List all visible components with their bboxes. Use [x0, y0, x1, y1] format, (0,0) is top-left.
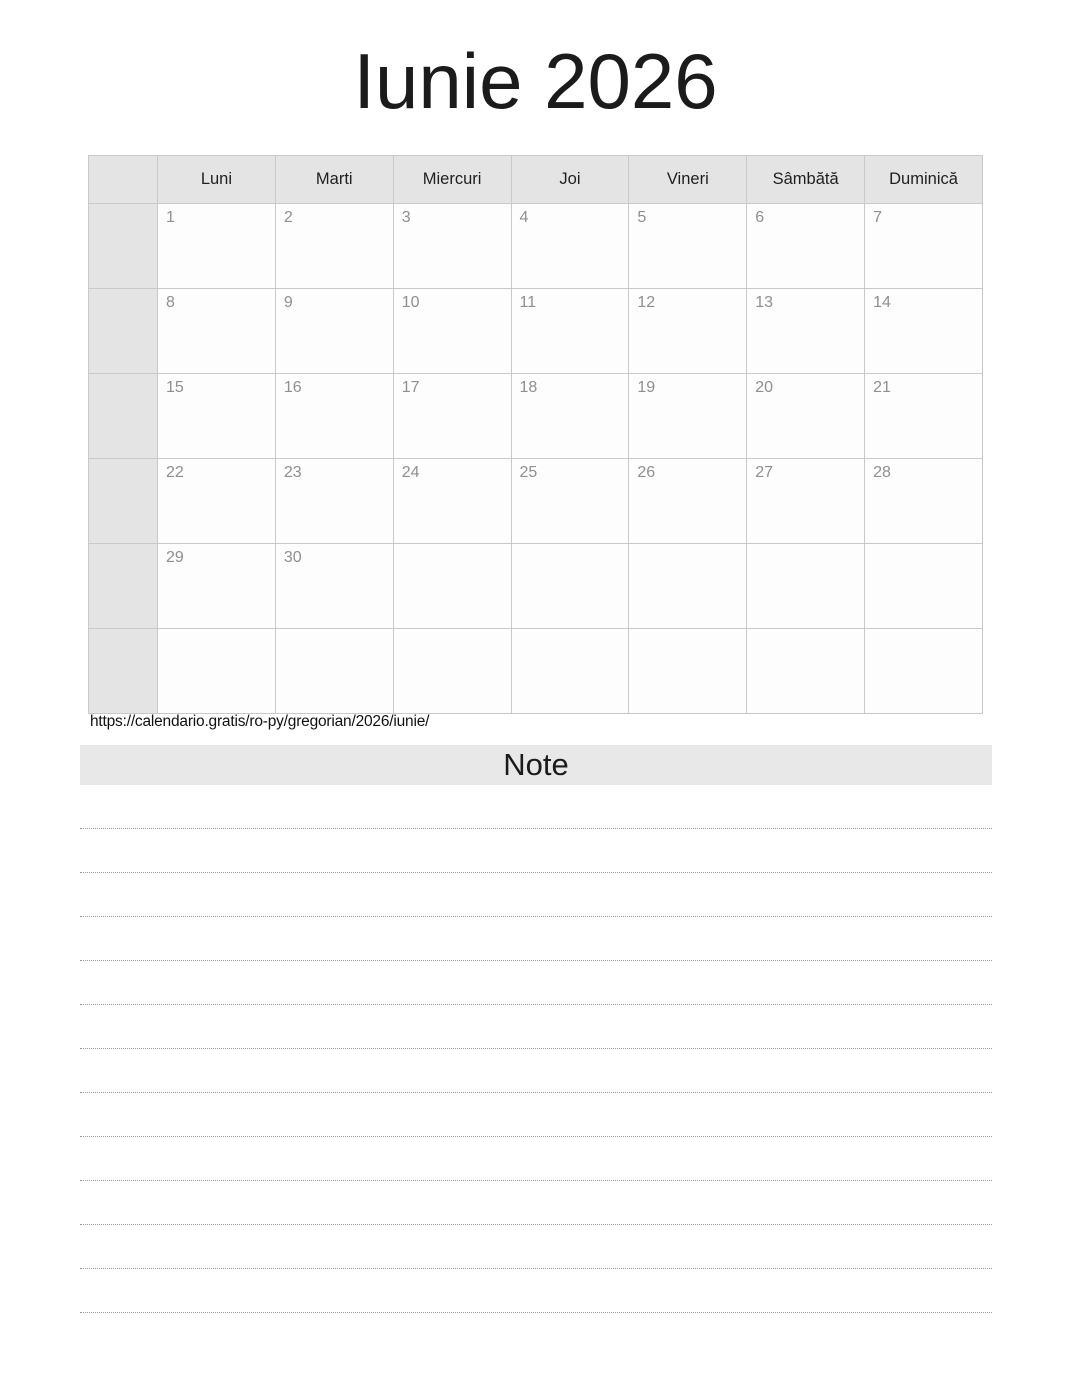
note-line[interactable] — [80, 1269, 992, 1313]
day-cell[interactable] — [747, 374, 865, 459]
day-cell[interactable] — [865, 629, 983, 714]
day-cell[interactable] — [865, 289, 983, 374]
day-number: 4 — [519, 209, 529, 226]
calendar-table — [88, 155, 983, 714]
week-column-header — [89, 156, 158, 204]
day-number: 5 — [637, 209, 647, 226]
calendar-week-row — [89, 204, 983, 289]
day-number: 8 — [166, 294, 175, 311]
day-cell[interactable] — [393, 459, 511, 544]
calendar-body — [89, 204, 983, 714]
page-title: Iunie 2026 — [353, 37, 718, 125]
note-line[interactable] — [80, 785, 992, 829]
day-number: 9 — [283, 294, 293, 311]
week-spacer-cell — [89, 374, 158, 459]
weekday-header-miercuri: Miercuri — [393, 156, 511, 204]
day-cell[interactable] — [511, 544, 629, 629]
note-line[interactable] — [80, 829, 992, 873]
day-cell[interactable] — [629, 544, 747, 629]
day-cell[interactable] — [629, 204, 747, 289]
day-cell[interactable] — [158, 629, 276, 714]
day-cell[interactable] — [393, 374, 511, 459]
day-number: 20 — [755, 379, 774, 396]
day-cell[interactable] — [275, 459, 393, 544]
calendar-header-row — [89, 156, 983, 204]
day-number: 19 — [637, 379, 656, 396]
day-number: 24 — [401, 464, 420, 481]
day-cell[interactable] — [747, 544, 865, 629]
day-cell[interactable] — [393, 289, 511, 374]
calendar-week-row — [89, 629, 983, 714]
day-number: 25 — [519, 464, 538, 481]
week-spacer-cell — [89, 629, 158, 714]
day-cell[interactable] — [747, 459, 865, 544]
note-line[interactable] — [80, 873, 992, 917]
weekday-header-vineri: Vineri — [629, 156, 747, 204]
day-cell[interactable] — [747, 204, 865, 289]
note-line[interactable] — [80, 1093, 992, 1137]
day-number: 17 — [401, 379, 420, 396]
day-cell[interactable] — [158, 374, 276, 459]
source-url[interactable]: https://calendario.gratis/ro-py/gregorian/2026/iunie/ — [90, 713, 430, 730]
day-number: 27 — [755, 464, 774, 481]
day-number: 14 — [873, 294, 891, 311]
day-cell[interactable] — [865, 374, 983, 459]
notes-section — [80, 745, 992, 1313]
day-number: 26 — [637, 464, 656, 481]
day-cell[interactable] — [158, 544, 276, 629]
day-number: 12 — [637, 294, 656, 311]
day-cell[interactable] — [275, 204, 393, 289]
day-number: 11 — [519, 294, 537, 311]
day-number: 7 — [873, 209, 882, 226]
day-number: 30 — [283, 549, 302, 566]
day-number: 15 — [166, 379, 184, 396]
calendar-week-row — [89, 459, 983, 544]
week-spacer-cell — [89, 459, 158, 544]
day-cell[interactable] — [393, 204, 511, 289]
day-cell[interactable] — [275, 289, 393, 374]
day-cell[interactable] — [158, 289, 276, 374]
day-number: 18 — [519, 379, 538, 396]
note-line[interactable] — [80, 1049, 992, 1093]
day-cell[interactable] — [865, 204, 983, 289]
day-cell[interactable] — [629, 459, 747, 544]
calendar-week-row — [89, 289, 983, 374]
day-number: 16 — [283, 379, 302, 396]
day-number: 29 — [166, 549, 184, 566]
day-cell[interactable] — [511, 289, 629, 374]
weekday-header-marti: Marti — [275, 156, 393, 204]
day-cell[interactable] — [275, 374, 393, 459]
day-cell[interactable] — [511, 459, 629, 544]
calendar-container — [88, 155, 983, 714]
day-cell[interactable] — [511, 629, 629, 714]
day-number: 13 — [755, 294, 774, 311]
day-cell[interactable] — [747, 629, 865, 714]
note-line[interactable] — [80, 961, 992, 1005]
day-cell[interactable] — [747, 289, 865, 374]
note-line[interactable] — [80, 1005, 992, 1049]
note-line[interactable] — [80, 917, 992, 961]
day-cell[interactable] — [865, 459, 983, 544]
weekday-header-luni: Luni — [158, 156, 276, 204]
day-cell[interactable] — [629, 629, 747, 714]
calendar-week-row — [89, 374, 983, 459]
day-number: 3 — [401, 209, 411, 226]
day-cell[interactable] — [393, 629, 511, 714]
day-number: 28 — [873, 464, 891, 481]
weekday-header-sambata: Sâmbătă — [747, 156, 865, 204]
day-cell[interactable] — [629, 374, 747, 459]
day-number: 10 — [401, 294, 420, 311]
weekday-header-duminica: Duminică — [865, 156, 983, 204]
day-cell[interactable] — [275, 544, 393, 629]
day-cell[interactable] — [629, 289, 747, 374]
calendar-week-row — [89, 544, 983, 629]
note-line[interactable] — [80, 1137, 992, 1181]
day-number: 2 — [283, 209, 293, 226]
day-number: 23 — [283, 464, 302, 481]
day-cell[interactable] — [511, 204, 629, 289]
weekday-header-joi: Joi — [511, 156, 629, 204]
week-spacer-cell — [89, 204, 158, 289]
day-cell[interactable] — [158, 204, 276, 289]
day-cell[interactable] — [865, 544, 983, 629]
day-number: 6 — [755, 209, 765, 226]
day-cell[interactable] — [158, 459, 276, 544]
notes-heading: Note — [80, 745, 992, 785]
day-cell[interactable] — [393, 544, 511, 629]
week-spacer-cell — [89, 544, 158, 629]
note-line[interactable] — [80, 1181, 992, 1225]
note-line[interactable] — [80, 1225, 992, 1269]
day-cell[interactable] — [511, 374, 629, 459]
day-number: 22 — [166, 464, 184, 481]
week-spacer-cell — [89, 289, 158, 374]
day-cell[interactable] — [275, 629, 393, 714]
day-number: 21 — [873, 379, 891, 396]
day-number: 1 — [166, 209, 175, 226]
